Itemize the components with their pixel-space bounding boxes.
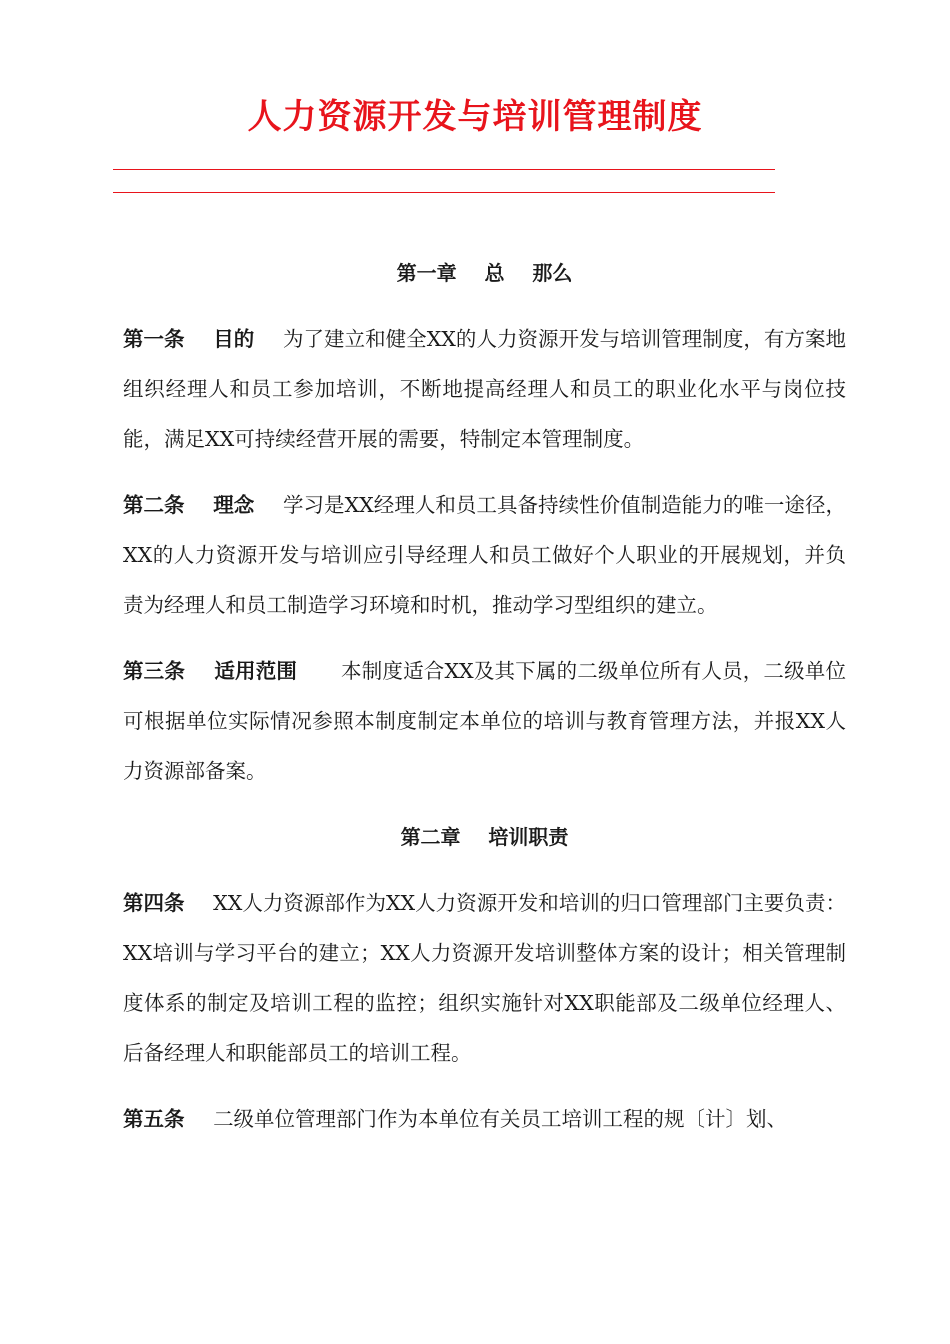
article-2: [123, 480, 846, 630]
chapter-heading-2: 第二章 培训职责: [400, 825, 569, 849]
article-4-heading: 第四条: [123, 891, 214, 915]
document-body: [123, 248, 846, 1160]
article-1-heading: 第一条 目的: [123, 327, 283, 351]
article-1-text: 为了建立和健全XX的人力资源开发与培训管理制度，有方案地组织经理人和员工参加培训，不断地提高经理人和员工的职业化水平与岗位技能，满足XX可持续经营开展的需要，特制定本管理制度。: [123, 327, 846, 451]
article-4-text: XX人力资源部作为XX人力资源开发和培训的归口管理部门主要负责：XX培训与学习平台的建立；XX人力资源开发培训整体方案的设计；相关管理制度体系的制定及培训工程的监控；组织实施针对XX职能部及二级单位经理人、后备经理人和职能部员工的培训工程。: [123, 891, 846, 1065]
article-5-heading: 第五条: [123, 1107, 214, 1131]
article-4: [123, 878, 846, 1078]
title-divider-bottom: [113, 192, 775, 193]
article-3-text: 本制度适合XX及其下属的二级单位所有人员，二级单位可根据单位实际情况参照本制度制定本单位的培训与教育管理方法，并报XX人力资源部备案。: [123, 659, 846, 783]
article-5: [123, 1094, 846, 1144]
article-1: [123, 314, 846, 464]
article-2-heading: 第二条 理念: [123, 493, 283, 517]
article-3: [123, 646, 846, 796]
document-title: 人力资源开发与培训管理制度: [247, 97, 703, 137]
article-3-heading: 第三条 适用范围: [123, 659, 342, 683]
article-2-text: 学习是XX经理人和员工具备持续性价值制造能力的唯一途径，XX的人力资源开发与培训应引导经理人和员工做好个人职业的开展规划，并负责为经理人和员工制造学习环境和时机，推动学习型组织的建立。: [123, 493, 846, 617]
chapter-heading-1: 第一章 总 那么: [396, 261, 573, 285]
title-divider-top: [113, 169, 775, 170]
article-5-text: 二级单位管理部门作为本单位有关员工培训工程的规〔计〕划、: [213, 1107, 788, 1131]
